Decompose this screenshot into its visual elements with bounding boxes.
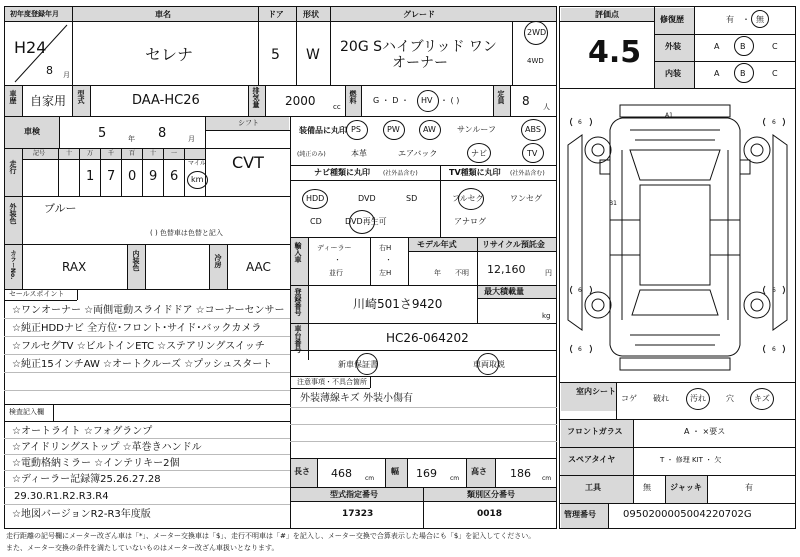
model-year-label: モデル年式 <box>417 240 457 249</box>
shift: CVT <box>232 153 264 172</box>
mileage-code-label: 記号 <box>33 150 46 157</box>
fuel-options: G ・ D ・ <box>373 96 409 105</box>
model-year-unknown: 不明 <box>455 269 469 277</box>
interior-b: B <box>740 69 746 78</box>
model-year-unit: 年 <box>434 269 441 277</box>
interior-c: C <box>772 69 778 78</box>
color-value: ブルー <box>44 202 77 215</box>
drive-4wd: 4WD <box>527 57 544 65</box>
mileage-col-man: 万 <box>87 150 94 157</box>
navi-sd: SD <box>406 194 418 203</box>
diagram-six-5: 6 <box>578 346 582 353</box>
import-label: 輸入車 <box>294 242 302 263</box>
equipment-label-sub: (純正のみ) <box>297 151 326 158</box>
diagram-six-2: 6 <box>772 119 776 126</box>
usage-label: 車歴 <box>9 90 17 104</box>
import-dot-2: ・ <box>385 256 392 264</box>
category-value: 0018 <box>477 509 503 519</box>
width-label: 幅 <box>391 467 399 476</box>
drive-2wd: 2WD <box>527 28 547 37</box>
interior-a: A <box>714 69 720 78</box>
exterior-a: A <box>714 42 720 51</box>
max-load-unit: kg <box>542 312 551 320</box>
inspection-month-unit: 月 <box>188 135 195 143</box>
shift-label: シフト <box>238 119 259 127</box>
warranty: 新車保証書 <box>338 360 378 369</box>
equip-pw: PW <box>387 125 400 134</box>
notes-value: 外装薄線キズ 外装小傷有 <box>300 393 413 404</box>
mileage-unit-km: km <box>191 175 204 184</box>
tv-fullseg: フルセグ <box>452 194 484 203</box>
fuel-label: 燃料 <box>349 90 357 104</box>
repair-yes: 有 <box>726 15 734 24</box>
mileage-label: 走行 <box>9 160 17 174</box>
inspector-line-4: ☆ディーラー記録簿25.26.27.28 <box>12 474 161 485</box>
mgmt-label: 管理番号 <box>564 510 596 519</box>
seat-yogore: 汚れ <box>690 394 706 403</box>
windshield-value: A ・ ×要ス <box>684 427 726 436</box>
diagram-six-3: 6 <box>578 287 582 294</box>
inspection-month: 8 <box>158 126 167 141</box>
door-label: ドア <box>268 10 284 19</box>
equip-leather: 本革 <box>351 149 367 158</box>
interior-color-label: 内装色 <box>132 250 140 271</box>
diagram-six-6: 6 <box>772 346 776 353</box>
import-dot-1: ・ <box>334 256 341 264</box>
seat-kizu: キズ <box>754 394 770 403</box>
car-name-label: 車名 <box>155 10 171 19</box>
car-diagram <box>560 90 795 380</box>
recycle-value: 12,160 <box>487 263 526 276</box>
doors: 5 <box>271 47 280 63</box>
seat-koge: コゲ <box>621 394 637 403</box>
sales-point-line-4: ☆純正15インチAW ☆オートクルーズ ☆プッシュスタート <box>12 359 273 370</box>
manual: 車両取説 <box>473 360 505 369</box>
tv-title-sub: (社外品含む) <box>510 170 545 177</box>
length-value: 468 <box>331 467 352 480</box>
exterior-b: B <box>740 42 746 51</box>
diagram-mark-b1: B1 <box>609 200 617 207</box>
import-dealer: ディーラー <box>317 244 352 252</box>
diagram-mark-a1: A1 <box>665 112 673 119</box>
usage: 自家用 <box>30 94 67 108</box>
equip-ps: PS <box>351 125 361 134</box>
category-label: 類別区分番号 <box>467 490 515 499</box>
registration-label: 登録番号 <box>294 288 302 316</box>
grade-line2: オーナー <box>392 55 448 71</box>
first-reg-month: 8 <box>46 64 53 77</box>
navi-title: ナビ種類に丸印 <box>314 168 370 177</box>
inspector-line-5: 29.30.R1.R2.R3.R4 <box>14 491 109 502</box>
frame-value: HC26-064202 <box>386 331 469 345</box>
equip-airbag: エアバック <box>398 149 438 158</box>
equip-navi: ナビ <box>471 149 487 158</box>
ac: AAC <box>246 260 271 274</box>
tools-value: 無 <box>643 483 651 492</box>
repair-label: 修復歴 <box>660 15 684 24</box>
mileage-col-ju: 十 <box>150 150 157 157</box>
repair-no: 無 <box>756 15 764 24</box>
exterior-c: C <box>772 42 778 51</box>
color-note: ( ) 色替車は色替と記入 <box>150 229 223 237</box>
sales-point-line-1: ☆ワンオーナー ☆両側電動スライドドア ☆コーナーセンサー <box>12 305 285 316</box>
notes-label: 注意事項・不具合箇所 <box>297 378 367 386</box>
mileage-digit-4: 9 <box>149 169 158 184</box>
inspector-label: 検査記入欄 <box>9 408 44 416</box>
max-load-label: 最大積載量 <box>484 287 524 296</box>
import-parallel: 並行 <box>329 269 343 277</box>
mileage-digit-1: 1 <box>86 169 95 184</box>
navi-dvd-play: DVD再生可 <box>345 217 387 226</box>
width-value: 169 <box>416 467 437 480</box>
frame-label: 車台番号 <box>294 325 302 353</box>
sales-points-label: セールスポイント <box>9 290 65 298</box>
seat-label: 室内シート <box>576 387 616 396</box>
mileage-col-10man: 十 <box>66 150 73 157</box>
length-label: 長さ <box>294 467 310 476</box>
sales-point-line-3: ☆フルセグTV ☆ビルトインETC ☆ステアリングスイッチ <box>12 341 265 352</box>
exterior-label: 外装 <box>665 42 681 51</box>
equip-sunroof: サンルーフ <box>457 125 496 134</box>
mileage-digit-5: 6 <box>170 169 179 184</box>
equip-aw: AW <box>423 125 436 134</box>
spare-value: T ・ 修理 KIT ・ 欠 <box>660 456 722 464</box>
footer-line-2: また、メーター交換の条件を満たしていないものはメーター改ざん車扱いとなります。 <box>6 544 279 552</box>
mgmt-value: 0950200005004220702G <box>623 509 752 520</box>
mileage-digit-3: 0 <box>128 169 137 184</box>
spare-label: スペアタイヤ <box>568 455 616 464</box>
import-lh: 左H <box>379 269 392 277</box>
diagram-six-1: 6 <box>578 119 582 126</box>
sales-point-line-2: ☆純正HDDナビ 全方位･フロント･サイド･バックカメラ <box>12 323 262 334</box>
inspector-line-1: ☆オートライト ☆フォグランプ <box>12 426 153 437</box>
score-label: 評価点 <box>595 10 619 19</box>
inspection-year-unit: 年 <box>128 135 135 143</box>
mileage-unit-mile: マイル <box>188 160 206 167</box>
mileage-digit-2: 7 <box>107 169 116 184</box>
color-label: 外装色 <box>9 203 17 224</box>
color-no-label: カラーNo. <box>9 250 16 280</box>
footer-line-1: 走行距離の記号欄にメーター改ざん車は「*」、メーター交換車は「$」、走行不明車は「#」を記入し、メーター交換で合算表示した場合にも「$」を記入してください。 <box>6 532 536 540</box>
tv-analog: アナログ <box>454 217 486 226</box>
grade-label: グレード <box>403 10 435 19</box>
ac-label: 冷房 <box>214 254 222 268</box>
inspection-label: 車検 <box>24 127 40 136</box>
navi-cd: CD <box>310 217 322 226</box>
jack-value: 有 <box>745 483 753 492</box>
seat-yabure: 破れ <box>653 394 669 403</box>
tools-label: 工具 <box>585 483 601 492</box>
equipment-label: 装備品に丸印 <box>299 126 347 135</box>
repair-dot: ・ <box>742 15 750 24</box>
equip-tv: TV <box>527 149 538 158</box>
import-rh: 右H <box>379 244 392 252</box>
fuel-hv: HV <box>421 96 433 105</box>
first-reg-month-unit: 月 <box>63 71 70 79</box>
inspector-line-2: ☆アイドリングストップ ☆革巻きハンドル <box>12 442 202 453</box>
height-value: 186 <box>510 467 531 480</box>
length-unit: cm <box>365 475 375 482</box>
tv-oneseg: ワンセグ <box>510 194 542 203</box>
first-reg-era: H24 <box>14 38 47 57</box>
car-name: セレナ <box>145 45 194 64</box>
mileage-col-sen: 千 <box>108 150 115 157</box>
capacity-label: 定員 <box>497 90 505 104</box>
displacement-label: 排気量 <box>252 87 260 108</box>
mileage-col-ichi: 一 <box>171 150 178 157</box>
capacity: 8 <box>522 94 530 108</box>
color-no: RAX <box>62 260 87 274</box>
navi-title-sub: (社外品含む) <box>383 170 418 177</box>
designation-value: 17323 <box>342 509 374 519</box>
tv-title: TV種類に丸印 <box>449 168 501 177</box>
model-label: 型式 <box>77 90 85 104</box>
recycle-unit: 円 <box>545 269 552 277</box>
windshield-label: フロントガラス <box>567 427 623 436</box>
height-unit: cm <box>542 475 552 482</box>
first-reg-label: 初年度登録年月 <box>10 10 59 18</box>
capacity-unit: 人 <box>543 103 550 111</box>
interior-label: 内装 <box>665 69 681 78</box>
mileage-col-hyaku: 百 <box>129 150 136 157</box>
shape: W <box>306 47 320 63</box>
navi-dvd: DVD <box>358 194 376 203</box>
designation-label: 型式指定番号 <box>330 490 378 499</box>
seat-ana: 穴 <box>726 394 734 403</box>
recycle-label: リサイクル預託金 <box>482 240 545 249</box>
fuel-paren: ・ ( ) <box>440 96 460 105</box>
score: 4.5 <box>588 35 642 70</box>
inspection-year: 5 <box>98 126 107 141</box>
equip-abs: ABS <box>525 125 541 134</box>
jack-label: ジャッキ <box>670 483 702 492</box>
shape-label: 形状 <box>303 10 319 19</box>
width-unit: cm <box>450 475 460 482</box>
navi-hdd: HDD <box>306 194 325 203</box>
diagram-six-4: 6 <box>772 287 776 294</box>
displacement-unit: cc <box>333 103 341 111</box>
inspector-line-3: ☆電動格納ミラー ☆インテリキー2個 <box>12 458 180 469</box>
registration-value: 川崎501さ9420 <box>353 297 443 311</box>
inspector-line-6: ☆地図バージョンR2-R3年度版 <box>12 509 151 520</box>
grade-line1: 20G Sハイブリッド ワン <box>340 39 497 55</box>
height-label: 高さ <box>471 467 487 476</box>
displacement: 2000 <box>285 94 316 108</box>
model: DAA-HC26 <box>132 93 200 108</box>
